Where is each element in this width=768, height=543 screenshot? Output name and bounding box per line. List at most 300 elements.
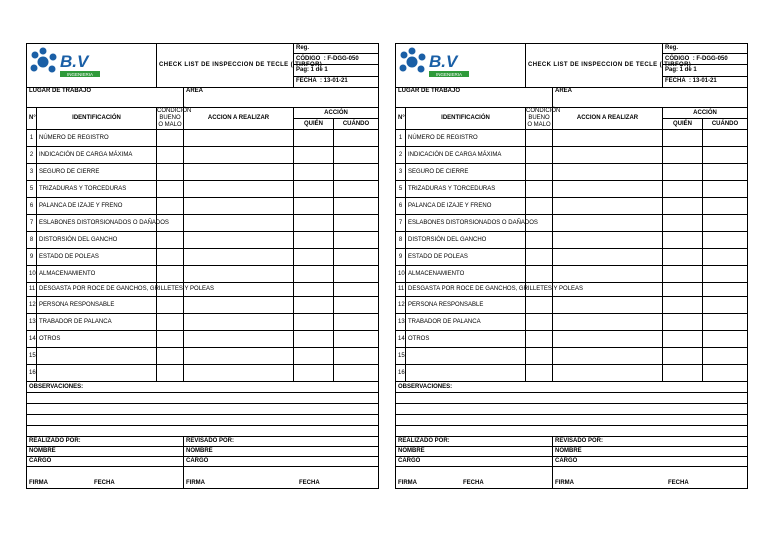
header-quien: QUIÉN bbox=[294, 119, 334, 130]
quien-cell[interactable] bbox=[663, 314, 703, 331]
checklist-table bbox=[395, 43, 748, 489]
quien-cell[interactable] bbox=[294, 283, 334, 297]
item-number: 6 bbox=[396, 198, 406, 215]
cargo-label: CARGO bbox=[186, 458, 209, 464]
realizado-firma-field[interactable] bbox=[396, 467, 553, 489]
realizado-firma-field[interactable] bbox=[27, 467, 184, 489]
item-number: 9 bbox=[27, 249, 37, 266]
item-label: ALMACENAMIENTO bbox=[406, 266, 526, 283]
quien-cell[interactable] bbox=[294, 164, 334, 181]
item-label: DESGASTA POR ROCE DE GANCHOS, GRILLETES Y POLEAS bbox=[406, 283, 526, 297]
quien-cell[interactable] bbox=[294, 348, 334, 365]
cuando-cell[interactable] bbox=[703, 314, 748, 331]
table-row bbox=[396, 365, 748, 382]
item-label bbox=[37, 365, 157, 382]
quien-cell[interactable] bbox=[663, 164, 703, 181]
fecha-value: : 13-01-21 bbox=[320, 78, 348, 85]
bv-logo-icon bbox=[29, 44, 159, 84]
item-number: 2 bbox=[27, 147, 37, 164]
item-label: PALANCA DE IZAJE Y FRENO bbox=[37, 198, 157, 215]
table-row bbox=[27, 249, 379, 266]
table-row bbox=[396, 130, 748, 147]
item-label: ESTADO DE POLEAS bbox=[406, 249, 526, 266]
logo bbox=[27, 44, 157, 88]
item-label bbox=[37, 348, 157, 365]
revisado-firma-field[interactable] bbox=[553, 467, 748, 489]
observaciones-line[interactable] bbox=[27, 393, 379, 404]
checklist-table bbox=[26, 43, 379, 489]
nombre-label: NOMBRE bbox=[186, 448, 213, 454]
quien-cell[interactable] bbox=[663, 249, 703, 266]
observaciones-line[interactable] bbox=[396, 404, 748, 415]
condicion-cell[interactable] bbox=[526, 130, 553, 147]
firma-label: FIRMA bbox=[186, 480, 205, 486]
revisado-por-label: REVISADO POR: bbox=[553, 437, 748, 447]
header-identificacion: IDENTIFICACIÓN bbox=[406, 108, 526, 130]
accion-a-realizar-cell[interactable] bbox=[553, 331, 663, 348]
fecha-label: FECHA bbox=[296, 78, 317, 85]
header-bueno-label: BUENO bbox=[159, 115, 181, 121]
item-label: NÚMERO DE REGISTRO bbox=[37, 130, 157, 147]
accion-a-realizar-cell[interactable] bbox=[553, 147, 663, 164]
logo bbox=[396, 44, 526, 88]
cuando-cell[interactable] bbox=[703, 348, 748, 365]
area-field[interactable] bbox=[184, 88, 379, 108]
checklist-form-left bbox=[26, 43, 378, 499]
logo-brand-text: B.V bbox=[60, 52, 89, 71]
cuando-cell[interactable] bbox=[334, 314, 379, 331]
accion-a-realizar-cell[interactable] bbox=[553, 297, 663, 314]
accion-a-realizar-cell[interactable] bbox=[184, 331, 294, 348]
accion-a-realizar-cell[interactable] bbox=[184, 215, 294, 232]
accion-a-realizar-cell[interactable] bbox=[553, 365, 663, 382]
table-row bbox=[396, 266, 748, 283]
firma-label: FIRMA bbox=[555, 480, 574, 486]
item-number: 15 bbox=[27, 348, 37, 365]
quien-cell[interactable] bbox=[294, 181, 334, 198]
page-number: Pag: 1 de 1 bbox=[663, 65, 748, 76]
area-label: AREA bbox=[555, 88, 573, 94]
item-number: 12 bbox=[396, 297, 406, 314]
nombre-label: NOMBRE bbox=[555, 448, 582, 454]
quien-cell[interactable] bbox=[663, 297, 703, 314]
fecha-label: FECHA bbox=[668, 480, 689, 486]
item-number: 13 bbox=[396, 314, 406, 331]
item-number: 15 bbox=[396, 348, 406, 365]
item-number: 10 bbox=[396, 266, 406, 283]
condicion-cell[interactable] bbox=[526, 181, 553, 198]
item-number: 6 bbox=[27, 198, 37, 215]
accion-a-realizar-cell[interactable] bbox=[553, 348, 663, 365]
item-number: 11 bbox=[396, 283, 406, 297]
table-row bbox=[396, 164, 748, 181]
cuando-cell[interactable] bbox=[703, 164, 748, 181]
item-number: 8 bbox=[396, 232, 406, 249]
cuando-cell[interactable] bbox=[703, 249, 748, 266]
accion-a-realizar-cell[interactable] bbox=[184, 198, 294, 215]
lugar-de-trabajo-field[interactable] bbox=[396, 88, 553, 108]
header-accion-a-realizar: ACCION A REALIZAR bbox=[184, 108, 294, 130]
cuando-cell[interactable] bbox=[334, 283, 379, 297]
item-label: OTROS bbox=[37, 331, 157, 348]
cuando-cell[interactable] bbox=[703, 198, 748, 215]
quien-cell[interactable] bbox=[294, 215, 334, 232]
revisado-cargo-field[interactable] bbox=[184, 457, 379, 467]
condicion-cell[interactable] bbox=[157, 249, 184, 266]
cuando-cell[interactable] bbox=[334, 232, 379, 249]
item-label: INDICACIÓN DE CARGA MÁXIMA bbox=[406, 147, 526, 164]
accion-a-realizar-cell[interactable] bbox=[184, 130, 294, 147]
accion-a-realizar-cell[interactable] bbox=[553, 181, 663, 198]
revisado-nombre-field[interactable] bbox=[553, 447, 748, 457]
condicion-cell[interactable] bbox=[526, 147, 553, 164]
revisado-cargo-field[interactable] bbox=[553, 457, 748, 467]
table-row bbox=[27, 365, 379, 382]
condicion-cell[interactable] bbox=[157, 232, 184, 249]
condicion-cell[interactable] bbox=[526, 331, 553, 348]
table-row bbox=[27, 348, 379, 365]
item-label: SEGURO DE CIERRE bbox=[37, 164, 157, 181]
header-condicion-label: CONDICIÓN bbox=[157, 108, 192, 114]
quien-cell[interactable] bbox=[663, 283, 703, 297]
cuando-cell[interactable] bbox=[703, 215, 748, 232]
table-row bbox=[27, 266, 379, 283]
condicion-cell[interactable] bbox=[157, 164, 184, 181]
observaciones-line[interactable] bbox=[396, 415, 748, 426]
quien-cell[interactable] bbox=[294, 249, 334, 266]
table-row bbox=[27, 232, 379, 249]
item-number: 12 bbox=[27, 297, 37, 314]
table-row bbox=[396, 283, 748, 297]
cuando-cell[interactable] bbox=[703, 130, 748, 147]
observaciones-label: OBSERVACIONES: bbox=[396, 382, 748, 393]
table-row bbox=[27, 314, 379, 331]
fecha-label: FECHA bbox=[463, 480, 484, 486]
revisado-por-label: REVISADO POR: bbox=[184, 437, 379, 447]
quien-cell[interactable] bbox=[663, 181, 703, 198]
observaciones-line[interactable] bbox=[396, 426, 748, 437]
item-label: PALANCA DE IZAJE Y FRENO bbox=[406, 198, 526, 215]
cuando-cell[interactable] bbox=[703, 181, 748, 198]
quien-cell[interactable] bbox=[294, 266, 334, 283]
item-label: NÚMERO DE REGISTRO bbox=[406, 130, 526, 147]
table-row bbox=[396, 232, 748, 249]
quien-cell[interactable] bbox=[294, 232, 334, 249]
item-label: ALMACENAMIENTO bbox=[37, 266, 157, 283]
cuando-cell[interactable] bbox=[334, 365, 379, 382]
cuando-cell[interactable] bbox=[334, 331, 379, 348]
table-row bbox=[396, 348, 748, 365]
quien-cell[interactable] bbox=[294, 331, 334, 348]
quien-cell[interactable] bbox=[663, 365, 703, 382]
codigo-value: : F-DGG-050 bbox=[692, 55, 728, 62]
item-label bbox=[406, 365, 526, 382]
header-condicion bbox=[526, 108, 561, 130]
header-accion: ACCIÓN bbox=[294, 108, 379, 119]
observaciones-line[interactable] bbox=[27, 415, 379, 426]
table-row bbox=[27, 130, 379, 147]
header-n: N° bbox=[396, 108, 406, 130]
item-number: 13 bbox=[27, 314, 37, 331]
condicion-cell[interactable] bbox=[526, 164, 553, 181]
quien-cell[interactable] bbox=[663, 266, 703, 283]
revisado-nombre-field[interactable] bbox=[184, 447, 379, 457]
nombre-label: NOMBRE bbox=[29, 448, 56, 454]
firma-label: FIRMA bbox=[29, 480, 48, 486]
item-label: ESTADO DE POLEAS bbox=[37, 249, 157, 266]
accion-a-realizar-cell[interactable] bbox=[184, 266, 294, 283]
item-number: 14 bbox=[27, 331, 37, 348]
item-label: PERSONA RESPONSABLE bbox=[406, 297, 526, 314]
quien-cell[interactable] bbox=[294, 130, 334, 147]
table-row bbox=[396, 314, 748, 331]
table-row bbox=[27, 283, 379, 297]
realizado-por-label: REALIZADO POR: bbox=[27, 437, 184, 447]
cuando-cell[interactable] bbox=[334, 266, 379, 283]
accion-a-realizar-cell[interactable] bbox=[184, 181, 294, 198]
item-label: INDICACIÓN DE CARGA MÁXIMA bbox=[37, 147, 157, 164]
cuando-cell[interactable] bbox=[334, 215, 379, 232]
item-number: 1 bbox=[27, 130, 37, 147]
table-row bbox=[396, 331, 748, 348]
table-row bbox=[27, 198, 379, 215]
reg-label: Reg. bbox=[663, 44, 748, 54]
item-number: 10 bbox=[27, 266, 37, 283]
cuando-cell[interactable] bbox=[703, 266, 748, 283]
table-row bbox=[27, 215, 379, 232]
condicion-cell[interactable] bbox=[157, 181, 184, 198]
accion-a-realizar-cell[interactable] bbox=[184, 297, 294, 314]
fecha-label: FECHA bbox=[665, 78, 686, 85]
table-row bbox=[396, 147, 748, 164]
item-label: ESLABONES DISTORSIONADOS O DAÑADOS bbox=[406, 215, 526, 232]
item-number: 2 bbox=[396, 147, 406, 164]
accion-a-realizar-cell[interactable] bbox=[553, 215, 663, 232]
quien-cell[interactable] bbox=[663, 198, 703, 215]
condicion-cell[interactable] bbox=[526, 314, 553, 331]
condicion-cell[interactable] bbox=[526, 198, 553, 215]
cargo-label: CARGO bbox=[29, 458, 52, 464]
lugar-de-trabajo-field[interactable] bbox=[27, 88, 184, 108]
condicion-cell[interactable] bbox=[157, 331, 184, 348]
fecha-label: FECHA bbox=[299, 480, 320, 486]
cuando-cell[interactable] bbox=[703, 283, 748, 297]
fecha-value: : 13-01-21 bbox=[689, 78, 717, 85]
item-number: 3 bbox=[396, 164, 406, 181]
revisado-firma-field[interactable] bbox=[184, 467, 379, 489]
item-number: 7 bbox=[396, 215, 406, 232]
header-condicion-label: CONDICIÓN bbox=[526, 108, 561, 114]
accion-a-realizar-cell[interactable] bbox=[553, 249, 663, 266]
bv-logo-icon bbox=[398, 44, 528, 84]
quien-cell[interactable] bbox=[663, 215, 703, 232]
table-row bbox=[27, 297, 379, 314]
item-number: 16 bbox=[27, 365, 37, 382]
quien-cell[interactable] bbox=[294, 297, 334, 314]
table-row bbox=[396, 249, 748, 266]
cuando-cell[interactable] bbox=[334, 348, 379, 365]
accion-a-realizar-cell[interactable] bbox=[184, 314, 294, 331]
header-n: N° bbox=[27, 108, 37, 130]
quien-cell[interactable] bbox=[663, 130, 703, 147]
accion-a-realizar-cell[interactable] bbox=[553, 266, 663, 283]
realizado-por-label: REALIZADO POR: bbox=[396, 437, 553, 447]
item-label: SEGURO DE CIERRE bbox=[406, 164, 526, 181]
cuando-cell[interactable] bbox=[334, 130, 379, 147]
table-row bbox=[396, 215, 748, 232]
table-row bbox=[27, 147, 379, 164]
page-number: Pag: 1 de 1 bbox=[294, 65, 379, 76]
item-label: DISTORSIÓN DEL GANCHO bbox=[37, 232, 157, 249]
condicion-cell[interactable] bbox=[157, 147, 184, 164]
accion-a-realizar-cell[interactable] bbox=[184, 249, 294, 266]
item-number: 1 bbox=[396, 130, 406, 147]
header-bueno-label: BUENO bbox=[528, 115, 550, 121]
condicion-cell[interactable] bbox=[157, 266, 184, 283]
logo-brand-text: B.V bbox=[429, 52, 458, 71]
item-number: 5 bbox=[396, 181, 406, 198]
observaciones-line[interactable] bbox=[396, 393, 748, 404]
accion-a-realizar-cell[interactable] bbox=[184, 147, 294, 164]
area-field[interactable] bbox=[553, 88, 748, 108]
quien-cell[interactable] bbox=[663, 147, 703, 164]
quien-cell[interactable] bbox=[663, 331, 703, 348]
logo-tagline-text: INGENIERIA bbox=[66, 72, 94, 77]
logo-tagline-text: INGENIERIA bbox=[435, 72, 463, 77]
observaciones-line[interactable] bbox=[27, 426, 379, 437]
condicion-cell[interactable] bbox=[526, 232, 553, 249]
firma-label: FIRMA bbox=[398, 480, 417, 486]
header-o-malo-label: O MALO bbox=[527, 122, 551, 128]
quien-cell[interactable] bbox=[294, 147, 334, 164]
quien-cell[interactable] bbox=[294, 198, 334, 215]
form-title: CHECK LIST DE INSPECCION DE TECLE ( TIRFOR) bbox=[157, 44, 294, 88]
cuando-cell[interactable] bbox=[334, 198, 379, 215]
item-label: TRABADOR DE PALANCA bbox=[37, 314, 157, 331]
cuando-cell[interactable] bbox=[703, 297, 748, 314]
header-condicion bbox=[157, 108, 192, 130]
nombre-label: NOMBRE bbox=[398, 448, 425, 454]
cuando-cell[interactable] bbox=[334, 297, 379, 314]
cuando-cell[interactable] bbox=[703, 232, 748, 249]
item-label: DISTORSIÓN DEL GANCHO bbox=[406, 232, 526, 249]
accion-a-realizar-cell[interactable] bbox=[553, 232, 663, 249]
area-label: AREA bbox=[186, 88, 204, 94]
item-number: 9 bbox=[396, 249, 406, 266]
header-accion: ACCIÓN bbox=[663, 108, 748, 119]
item-number: 8 bbox=[27, 232, 37, 249]
header-quien: QUIÉN bbox=[663, 119, 703, 130]
table-row bbox=[396, 297, 748, 314]
lugar-de-trabajo-label: LUGAR DE TRABAJO bbox=[398, 88, 461, 94]
table-row bbox=[27, 331, 379, 348]
condicion-cell[interactable] bbox=[526, 297, 553, 314]
accion-a-realizar-cell[interactable] bbox=[553, 130, 663, 147]
item-label: DESGASTA POR ROCE DE GANCHOS, GRILLETES Y POLEAS bbox=[37, 283, 157, 297]
item-label: TRIZADURAS Y TORCEDURAS bbox=[37, 181, 157, 198]
cuando-cell[interactable] bbox=[334, 181, 379, 198]
codigo-label: CÓDIGO bbox=[296, 55, 321, 62]
condicion-cell[interactable] bbox=[526, 365, 553, 382]
item-number: 16 bbox=[396, 365, 406, 382]
condicion-cell[interactable] bbox=[157, 198, 184, 215]
accion-a-realizar-cell[interactable] bbox=[553, 164, 663, 181]
cuando-cell[interactable] bbox=[334, 164, 379, 181]
header-cuando: CUÁNDO bbox=[703, 119, 748, 130]
condicion-cell[interactable] bbox=[526, 266, 553, 283]
condicion-cell[interactable] bbox=[526, 249, 553, 266]
realizado-cargo-field[interactable] bbox=[27, 457, 184, 467]
quien-cell[interactable] bbox=[294, 314, 334, 331]
item-label: TRABADOR DE PALANCA bbox=[406, 314, 526, 331]
header-identificacion: IDENTIFICACIÓN bbox=[37, 108, 157, 130]
table-row bbox=[396, 181, 748, 198]
table-row bbox=[27, 181, 379, 198]
quien-cell[interactable] bbox=[663, 348, 703, 365]
accion-a-realizar-cell[interactable] bbox=[184, 365, 294, 382]
accion-a-realizar-cell[interactable] bbox=[184, 232, 294, 249]
codigo-label: CÓDIGO bbox=[665, 55, 690, 62]
item-label: PERSONA RESPONSABLE bbox=[37, 297, 157, 314]
item-number: 5 bbox=[27, 181, 37, 198]
item-label bbox=[406, 348, 526, 365]
condicion-cell[interactable] bbox=[157, 130, 184, 147]
condicion-cell[interactable] bbox=[157, 365, 184, 382]
table-row bbox=[396, 198, 748, 215]
condicion-cell[interactable] bbox=[157, 314, 184, 331]
accion-a-realizar-cell[interactable] bbox=[553, 314, 663, 331]
cargo-label: CARGO bbox=[555, 458, 578, 464]
realizado-nombre-field[interactable] bbox=[396, 447, 553, 457]
condicion-cell[interactable] bbox=[157, 348, 184, 365]
form-title: CHECK LIST DE INSPECCION DE TECLE ( TIRFOR) bbox=[526, 44, 663, 88]
item-number: 14 bbox=[396, 331, 406, 348]
header-cuando: CUÁNDO bbox=[334, 119, 379, 130]
cuando-cell[interactable] bbox=[703, 331, 748, 348]
fecha-label: FECHA bbox=[94, 480, 115, 486]
lugar-de-trabajo-label: LUGAR DE TRABAJO bbox=[29, 88, 92, 94]
header-o-malo-label: O MALO bbox=[158, 122, 182, 128]
accion-a-realizar-cell[interactable] bbox=[184, 348, 294, 365]
realizado-nombre-field[interactable] bbox=[27, 447, 184, 457]
checklist-form-right bbox=[395, 43, 747, 499]
item-number: 7 bbox=[27, 215, 37, 232]
observaciones-label: OBSERVACIONES: bbox=[27, 382, 379, 393]
condicion-cell[interactable] bbox=[157, 297, 184, 314]
header-accion-a-realizar: ACCION A REALIZAR bbox=[553, 108, 663, 130]
item-number: 11 bbox=[27, 283, 37, 297]
table-row bbox=[27, 164, 379, 181]
codigo-value: : F-DGG-050 bbox=[323, 55, 359, 62]
observaciones-line[interactable] bbox=[27, 404, 379, 415]
cuando-cell[interactable] bbox=[334, 147, 379, 164]
cuando-cell[interactable] bbox=[703, 365, 748, 382]
item-number: 3 bbox=[27, 164, 37, 181]
quien-cell[interactable] bbox=[294, 365, 334, 382]
accion-a-realizar-cell[interactable] bbox=[184, 164, 294, 181]
quien-cell[interactable] bbox=[663, 232, 703, 249]
cuando-cell[interactable] bbox=[703, 147, 748, 164]
item-label: ESLABONES DISTORSIONADOS O DAÑADOS bbox=[37, 215, 157, 232]
realizado-cargo-field[interactable] bbox=[396, 457, 553, 467]
condicion-cell[interactable] bbox=[526, 348, 553, 365]
accion-a-realizar-cell[interactable] bbox=[553, 198, 663, 215]
cuando-cell[interactable] bbox=[334, 249, 379, 266]
item-label: TRIZADURAS Y TORCEDURAS bbox=[406, 181, 526, 198]
cargo-label: CARGO bbox=[398, 458, 421, 464]
item-label: OTROS bbox=[406, 331, 526, 348]
reg-label: Reg. bbox=[294, 44, 379, 54]
